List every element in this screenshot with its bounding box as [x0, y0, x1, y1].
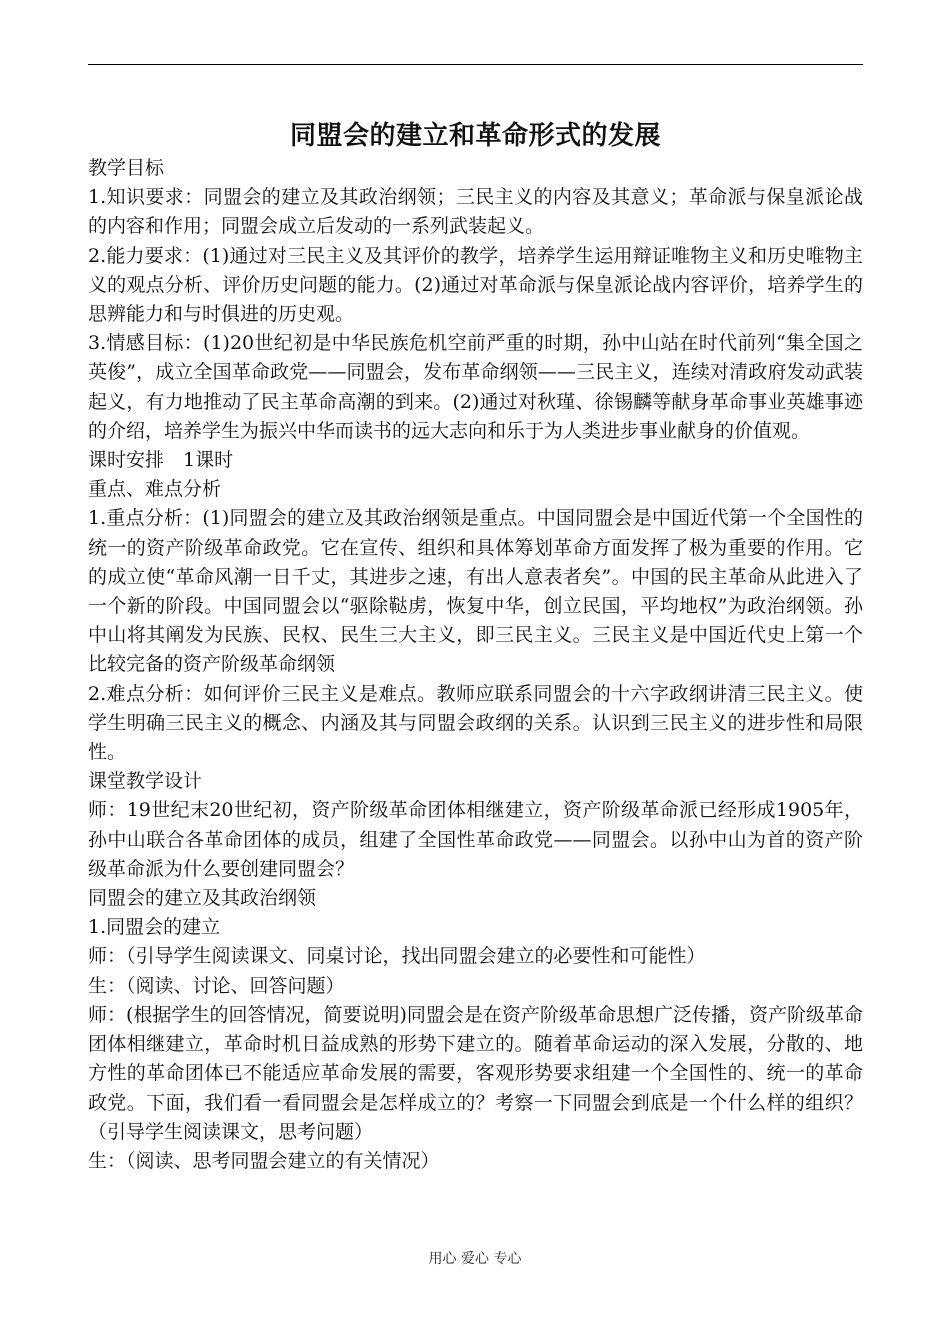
document-body — [88, 118, 863, 1176]
paragraph-difficult-point: 2.难点分析：如何评价三民主义是难点。教师应联系同盟会的十六字政纲讲清三民主义。使学生明确三民主义的概念、内涵及其与同盟会政纲的关系。认识到三民主义的进步性和局限性。 — [88, 682, 863, 764]
section-heading-objectives: 教学目标 — [88, 157, 165, 179]
section-heading-founding: 同盟会的建立及其政治纲领 — [88, 887, 317, 910]
paragraph-student-read: 生：（阅读、思考同盟会建立的有关情况） — [88, 1149, 440, 1172]
paragraph-teacher-guide: 师：（引导学生阅读课文、同桌讨论，找出同盟会建立的必要性和可能性） — [88, 945, 706, 968]
paragraph-teacher-intro: 师：19世纪末20世纪初，资产阶级革命团体相继建立，资产阶级革命派已经形成1905年，孙中山联合各革命团体的成员，组建了全国性革命政党——同盟会。以孙中山为首的资产阶级革命派为什么要创建同盟会？ — [88, 799, 863, 880]
paragraph-schedule: 课时安排 1课时 — [88, 449, 234, 472]
paragraph-student-response: 生：（阅读、讨论、回答问题） — [88, 974, 345, 997]
section-heading-key-points: 重点、难点分析 — [88, 478, 222, 501]
header-rule — [88, 64, 863, 65]
paragraph-key-point: 1.重点分析：(1)同盟会的建立及其政治纲领是重点。中国同盟会是中国近代第一个全国性的统一的资产阶级革命政党。它在宣传、组织和具体筹划革命方面发挥了极为重要的作用。它的成立使“革命风潮一日千丈，其进步之速，有出人意表者矣”。中国的民主革命从此进入了一个新的阶段。中国同盟会以“驱除鞑虏，恢复中华，创立民国，平均地权”为政治纲领。孙中山将其阐发为民族、民权、民生三大主义，即三民主义。三民主义是中国近代史上第一个比较完备的资产阶级革命纲领 — [88, 507, 863, 676]
paragraph-ability-goal: 2.能力要求：(1)通过对三民主义及其评价的教学，培养学生运用辩证唯物主义和历史唯物主义的观点分析、评价历史问题的能力。(2)通过对革命派与保皇派论战内容评价，培养学生的思辨能力和与时俱进的历史观。 — [88, 244, 863, 326]
paragraph-teacher-explain: 师：(根据学生的回答情况，简要说明)同盟会是在资产阶级革命思想广泛传播，资产阶级革命团体相继建立，革命时机日益成熟的形势下建立的。随着革命运动的深入发展，分散的、地方性的革命团体已不能适应革命发展的需要，客观形势要求组建一个全国性的、统一的革命政党。下面，我们看一看同盟会是怎样成立的？考察一下同盟会到底是一个什么样的组织？（引导学生阅读课文，思考问题） — [88, 1003, 863, 1143]
paragraph-emotion-goal: 3.情感目标：(1)20世纪初是中华民族危机空前严重的时期，孙中山站在时代前列“集全国之英俊”，成立全国革命政党——同盟会，发布革命纲领——三民主义，连续对清政府发动武装起义，有力地推动了民主革命高潮的到来。(2)通过对秋瑾、徐锡麟等献身革命事业英雄事迹的介绍，培养学生为振兴中华而读书的远大志向和乐于为人类进步事业献身的价值观。 — [88, 332, 863, 442]
document-title: 同盟会的建立和革命形式的发展 — [289, 121, 661, 151]
section-heading-lesson-design: 课堂教学设计 — [88, 770, 203, 793]
subheading-founding: 1.同盟会的建立 — [88, 916, 221, 939]
page-footer: 用心 爱心 专心 — [428, 1251, 522, 1267]
paragraph-knowledge-goal: 1.知识要求：同盟会的建立及其政治纲领；三民主义的内容及其意义；革命派与保皇派论战的内容和作用；同盟会成立后发动的一系列武装起义。 — [88, 186, 863, 238]
